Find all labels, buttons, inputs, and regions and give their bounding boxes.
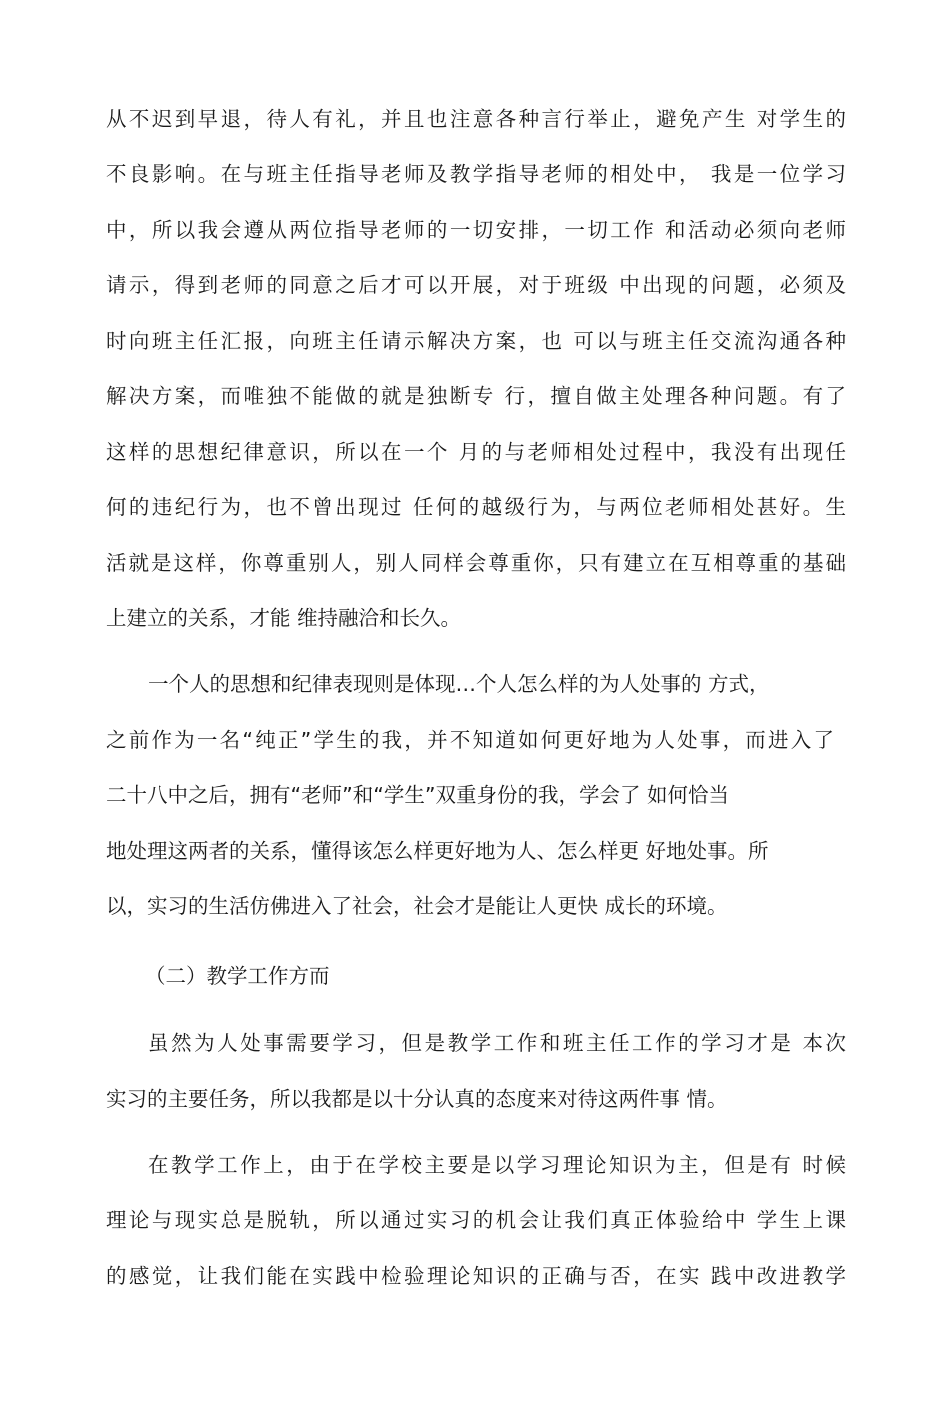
text-line: 中，所以我会遵从两位指导老师的一切安排，一切工作 和活动必须向老师 (106, 218, 846, 242)
section-heading: （二）教学工作方而 (145, 964, 330, 988)
text-line: 解决方案，而唯独不能做的就是独断专 行，擅自做主处理各种问题。有了 (106, 384, 846, 408)
text-line: 虽然为人处事需要学习，但是教学工作和班主任工作的学习才是 本次 (148, 1031, 846, 1055)
text-line: 之前作为一名“纯正”学生的我，并不知道如何更好地为人处事，而进入了 (106, 728, 834, 752)
text-line: 这样的思想纪律意识，所以在一个 月的与老师相处过程中，我没有出现任 (106, 440, 846, 464)
text-line: 何的违纪行为，也不曾出现过 任何的越级行为，与两位老师相处甚好。生 (106, 495, 846, 519)
text-line: 地处理这两者的关系，懂得该怎么样更好地为人、怎么样更 好地处事。所 (106, 839, 769, 863)
text-line: 一个人的思想和纪律表现则是体现…个人怎么样的为人处事的 方式， (148, 672, 770, 696)
text-line: 上建立的关系，才能 维持融洽和长久。 (106, 606, 462, 630)
text-line: 请示，得到老师的同意之后才可以开展，对于班级 中出现的问题，必须及 (106, 273, 846, 297)
text-line: 理论与现实总是脱轨，所以通过实习的机会让我们真正体验给中 学生上课 (106, 1208, 846, 1232)
text-line: 二十八中之后，拥有“老师”和“学生”双重身份的我，学会了 如何恰当 (106, 783, 729, 807)
text-line: 不良影响。在与班主任指导老师及教学指导老师的相处中， 我是一位学习 (106, 162, 846, 186)
text-line: 以，实习的生活仿佛进入了社会，社会才是能让人更快 成长的环境。 (106, 894, 728, 918)
text-line: 时向班主任汇报，向班主任请示解决方案，也 可以与班主任交流沟通各种 (106, 329, 846, 353)
text-line: 在教学工作上，由于在学校主要是以学习理论知识为主，但是有 时候 (148, 1153, 846, 1177)
text-line: 实习的主要任务，所以我都是以十分认真的态度来对待这两件事 情。 (106, 1087, 728, 1111)
text-line: 的感觉，让我们能在实践中检验理论知识的正确与否，在实 践中改进教学 (106, 1264, 846, 1288)
text-line: 从不迟到早退，待人有礼，并且也注意各种言行举止，避免产生 对学生的 (106, 107, 846, 131)
text-line: 活就是这样，你尊重别人，别人同样会尊重你，只有建立在互相尊重的基础 (106, 551, 846, 575)
